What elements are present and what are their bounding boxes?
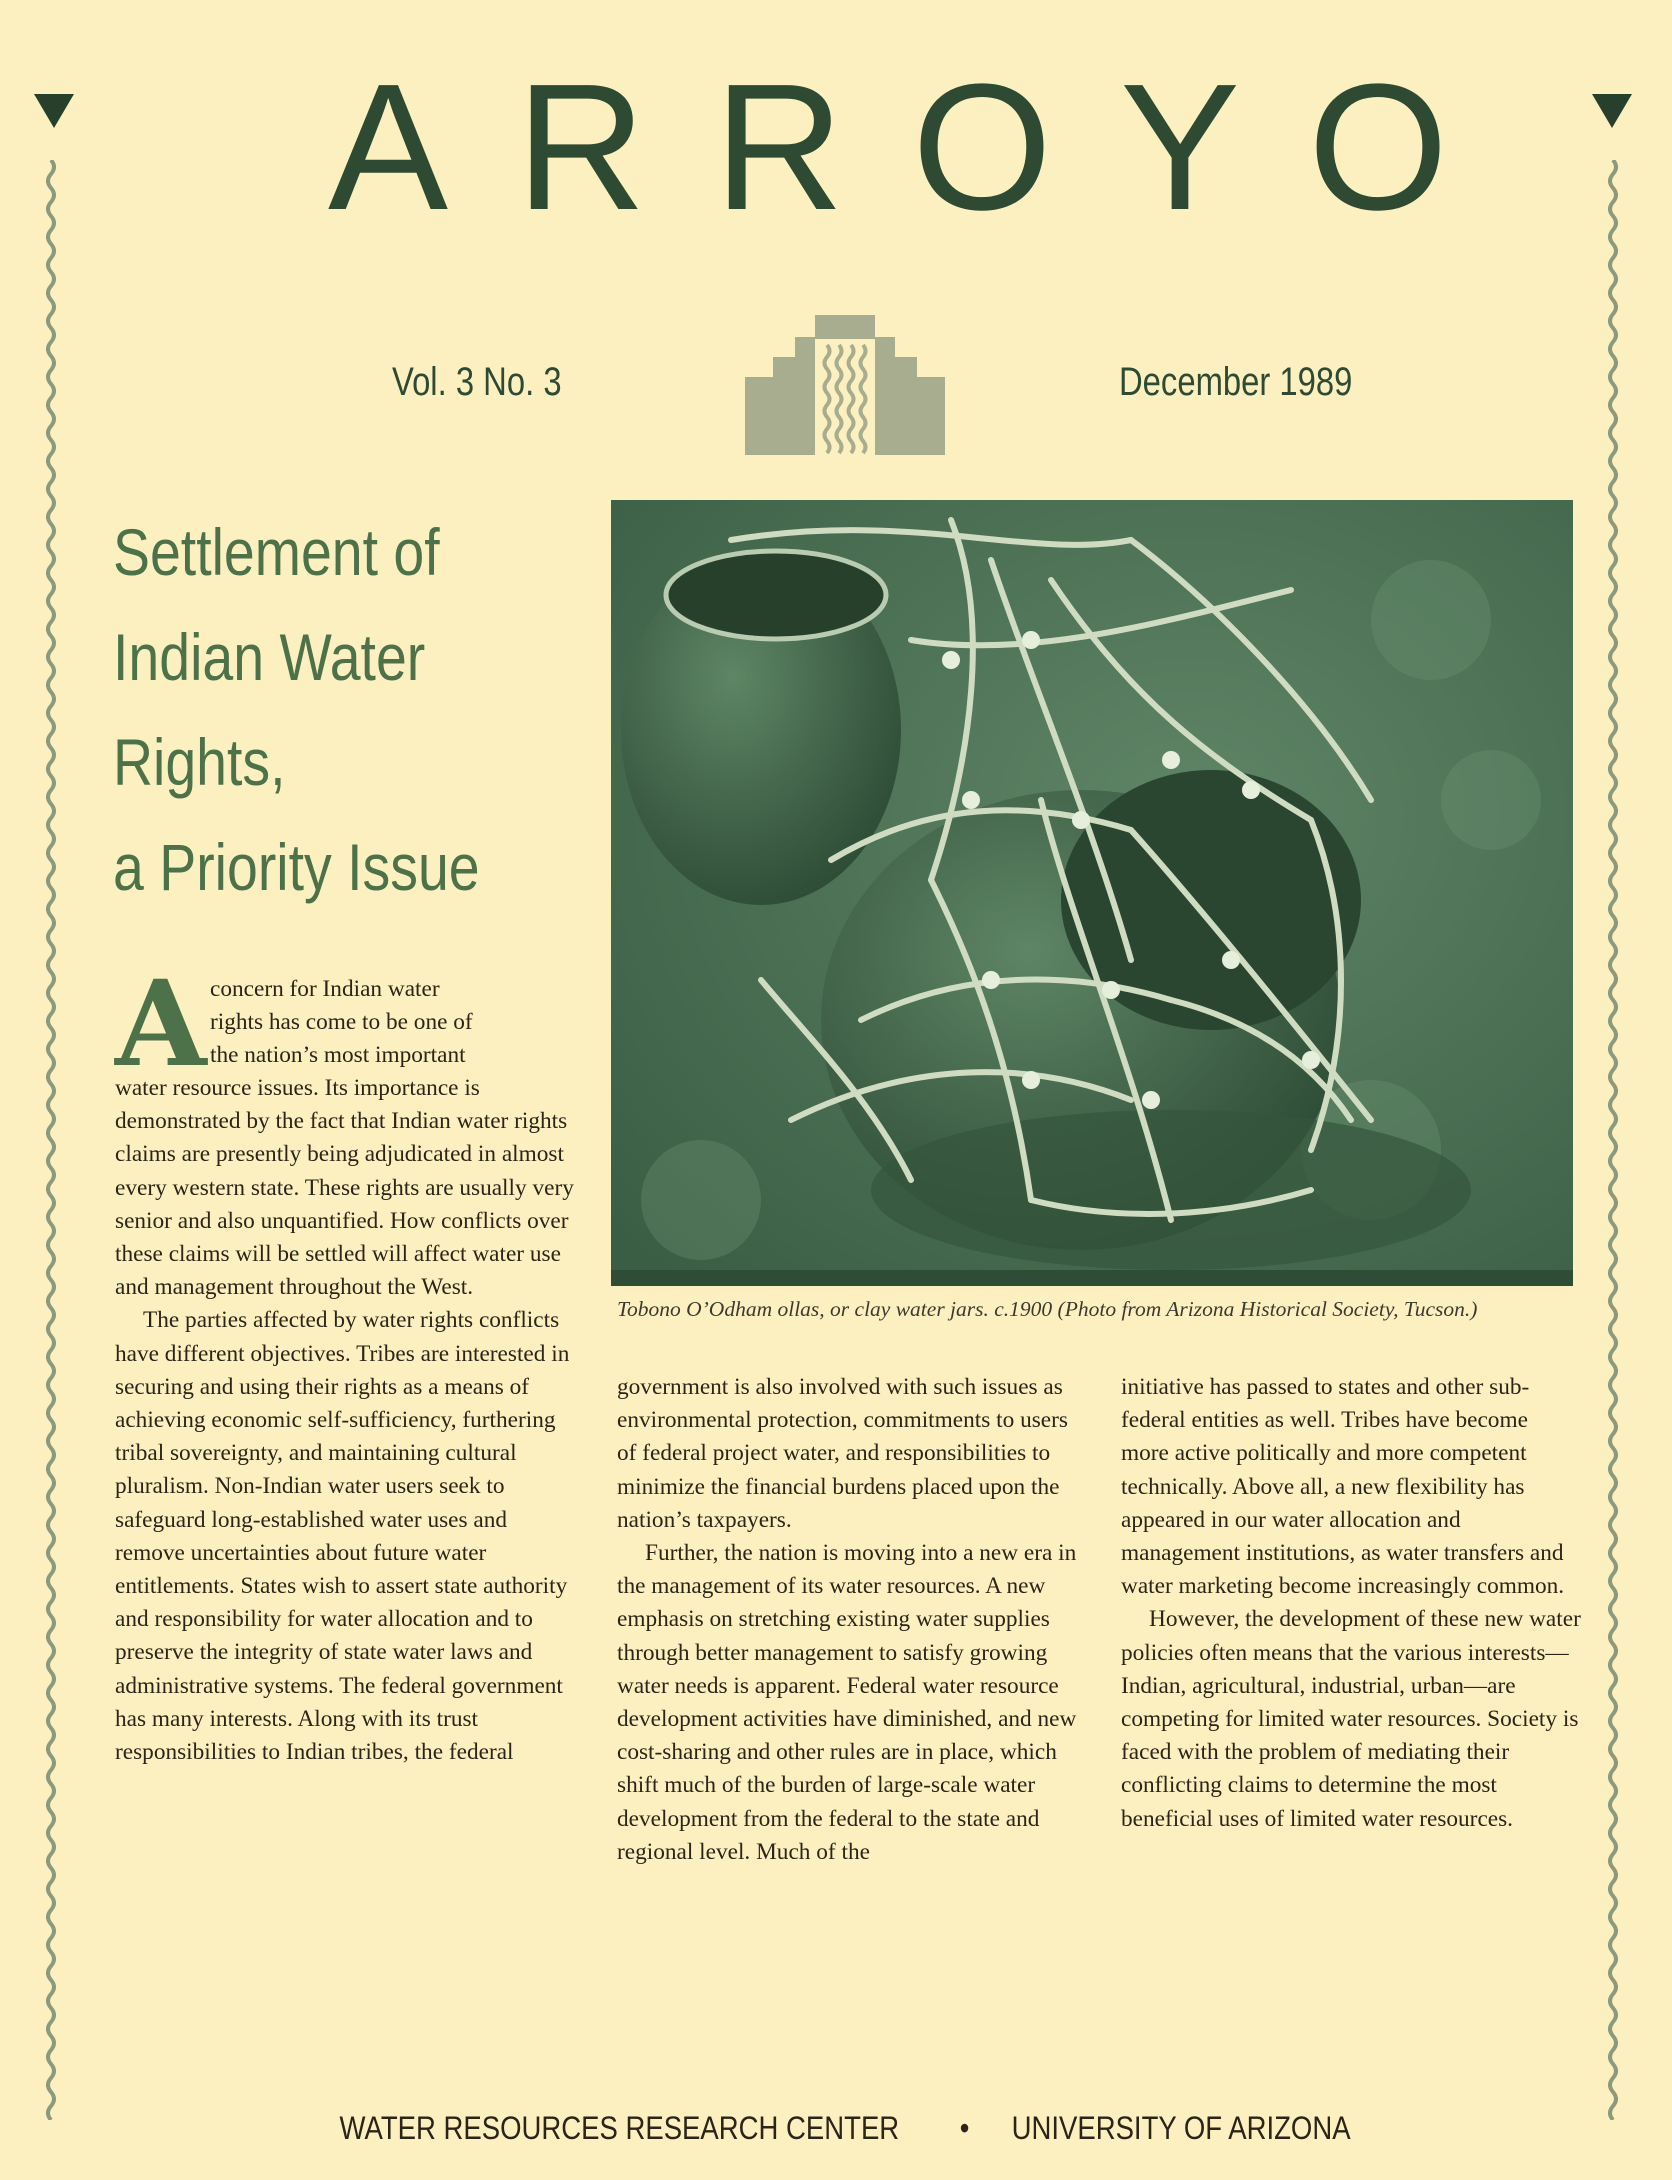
article-column-3 — [1121, 1371, 1581, 1836]
clay-water-jars-photo — [611, 500, 1573, 1286]
article-column-1 — [115, 1072, 580, 1769]
right-wavy-rule — [1605, 160, 1621, 2120]
headline-line: Settlement of — [113, 515, 440, 589]
paragraph: The parties affected by water rights conflicts have different objectives. Tribes are interested in securing and using their rights as a means of achieving economic self-sufficiency, furthering tribal sovereignty, and maintaining cultural pluralism. Non-Indian water users seek to safeguard long-established water uses and remove uncertainties about future water entitlements. States wish to assert state authority and responsibility for water allocation and to preserve the integrity of state water laws and administrative systems. The federal government has many interests. Along with its trust responsibilities to Indian tribes, the federal — [115, 1307, 570, 1766]
paragraph: initiative has passed to states and other sub-federal entities as well. Tribes have become more active politically and more competent technically. Above all, a new flexibility has appeared in our water allocation and management institutions, as water transfers and water marketing become increasingly common. — [1121, 1374, 1565, 1600]
footer-university: UNIVERSITY OF ARIZONA — [1011, 2110, 1351, 2146]
paragraph: government is also involved with such issues as environmental protection, commitments to users of federal project water, and responsibilities to minimize the financial burdens placed upon the nation’s taxpayers. — [617, 1374, 1068, 1533]
volume-number: Vol. 3 No. 3 — [392, 360, 562, 404]
photo-caption: Tobono O’Odham ollas, or clay water jars. c.1900 (Photo from Arizona Historical Society, Tucson.) — [617, 1297, 1478, 1321]
article-column-2 — [617, 1371, 1077, 1869]
lead-line: the nation’s most important — [210, 1042, 466, 1069]
footer-separator: • — [959, 2110, 970, 2146]
headline-line: Rights, — [113, 725, 286, 799]
paragraph: water resource issues. Its importance is demonstrated by the fact that Indian water rights claims are presently being adjudicated in almost every western state. These rights are usually very senior and also unquantified. How conflicts over these claims will be settled will affect water use and management throughout the West. — [115, 1075, 574, 1301]
paragraph: However, the development of these new water policies often means that the various interests—Indian, agricultural, industrial, urban—are competing for limited water resources. Society is faced with the problem of mediating their conflicting claims to determine the most beneficial uses of limited water resources. — [1121, 1606, 1581, 1832]
footer — [0, 2110, 1672, 2147]
masthead-title: ARROYO — [328, 47, 1517, 248]
headline-line: a Priority Issue — [113, 830, 480, 904]
headline-line: Indian Water — [113, 620, 426, 694]
corner-triangle-left-icon — [34, 94, 74, 128]
issue-date: December 1989 — [1119, 360, 1353, 404]
lead-opening-lines — [210, 973, 580, 1073]
left-wavy-rule — [43, 160, 59, 2120]
footer-org: WATER RESOURCES RESEARCH CENTER — [339, 2110, 900, 2146]
stepped-pyramid-emblem-icon — [745, 315, 945, 455]
lead-line: rights has come to be one of — [210, 1009, 473, 1036]
drop-cap: A — [115, 954, 207, 1093]
article-headline — [113, 500, 508, 920]
lead-line: concern for Indian water — [210, 976, 440, 1002]
paragraph: Further, the nation is moving into a new era in the management of its water resources. A new emphasis on stretching existing water supplies through better management to satisfy growing water needs is apparent. Federal water resource development activities have diminished, and new cost-sharing and other rules are in place, which shift much of the burden of large-scale water development from the federal to the state and regional level. Much of the — [617, 1540, 1077, 1865]
corner-triangle-right-icon — [1592, 94, 1632, 128]
